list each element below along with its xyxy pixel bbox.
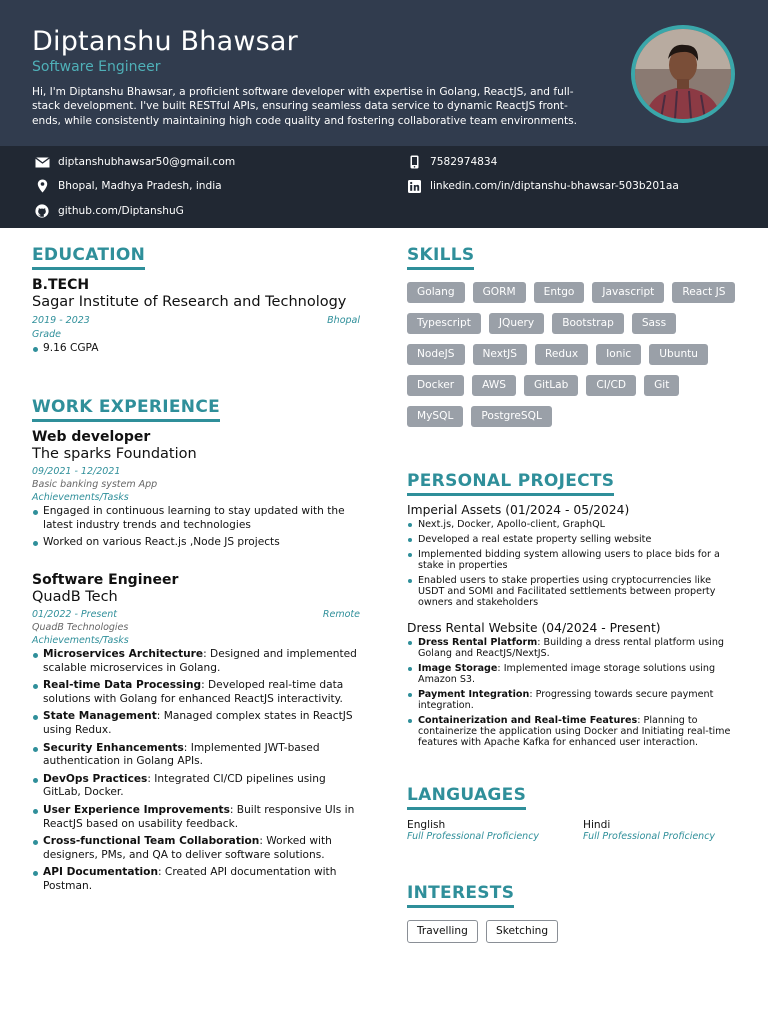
project-bullet-list bbox=[407, 519, 737, 608]
project-bullet: Enabled users to stake properties using cryptocurrencies like USDT and SOMI and Facilitated settlements between property owners and stakeholders bbox=[407, 575, 737, 608]
job-entry bbox=[32, 572, 360, 898]
project-bullet: Payment Integration: Progressing towards secure payment integration. bbox=[407, 689, 737, 711]
profile-photo bbox=[631, 25, 735, 123]
skill-tag: Ionic bbox=[596, 344, 641, 365]
projects-section-title: PERSONAL PROJECTS bbox=[407, 471, 614, 496]
job-task: Cross-functional Team Collaboration: Worked with designers, PMs, and QA to deliver software solutions. bbox=[32, 835, 360, 862]
skill-tag: Javascript bbox=[592, 282, 664, 303]
interest-tag: Travelling bbox=[407, 920, 478, 943]
skill-tag: NextJS bbox=[473, 344, 528, 365]
contact-email[interactable] bbox=[34, 155, 235, 169]
mobile-phone-icon bbox=[406, 155, 422, 169]
contact-email-text: diptanshubhawsar50@gmail.com bbox=[58, 156, 236, 168]
education-grade-list bbox=[32, 342, 360, 356]
project-bullet: Containerization and Real-time Features: Planning to containerize the application using Docker and Initiating real-time features with Apache Kafka for enhanced user interaction. bbox=[407, 715, 737, 748]
envelope-icon bbox=[34, 155, 50, 169]
resume-header bbox=[0, 0, 768, 146]
language-level: Full Professional Proficiency bbox=[583, 831, 716, 842]
profile-summary: Hi, I'm Diptanshu Bhawsar, a proficient software developer with expertise in Golang, ReactJS, and full-stack development. I've built RESTful APIs, ensuring seamless data service to dynamic ReactJS front-ends, while consistently maintaining high code quality and fostering collaborative team environments. bbox=[32, 86, 577, 127]
job-task: DevOps Practices: Integrated CI/CD pipelines using GitLab, Docker. bbox=[32, 773, 360, 800]
skill-tag: Docker bbox=[407, 375, 464, 396]
contact-phone[interactable] bbox=[406, 155, 497, 169]
skill-tag: JQuery bbox=[489, 313, 544, 334]
contact-linkedin[interactable] bbox=[406, 179, 679, 193]
job-task: API Documentation: Created API documentation with Postman. bbox=[32, 866, 360, 893]
candidate-title: Software Engineer bbox=[32, 59, 161, 75]
skill-tag: NodeJS bbox=[407, 344, 465, 365]
skill-tag: Git bbox=[644, 375, 679, 396]
education-section-title: EDUCATION bbox=[32, 245, 145, 270]
job-entry bbox=[32, 429, 360, 554]
interests-section-title: INTERESTS bbox=[407, 883, 514, 908]
interest-tag: Sketching bbox=[486, 920, 558, 943]
contact-github[interactable] bbox=[34, 204, 184, 218]
project-entry bbox=[407, 503, 737, 612]
languages-section-title: LANGUAGES bbox=[407, 785, 526, 810]
contact-phone-text: 7582974834 bbox=[430, 156, 498, 168]
job-task: Real-time Data Processing: Developed real-time data solutions with Golang for enhanced ReactJS interactivity. bbox=[32, 679, 360, 706]
job-task: User Experience Improvements: Built responsive UIs in ReactJS based on usability feedback. bbox=[32, 804, 360, 831]
skill-tag: GitLab bbox=[524, 375, 578, 396]
skill-tag: MySQL bbox=[407, 406, 463, 427]
job-task: Engaged in continuous learning to stay updated with the latest industry trends and technologies bbox=[32, 505, 360, 532]
skills-section-title: SKILLS bbox=[407, 245, 474, 270]
job-tasks-label: Achievements/Tasks bbox=[32, 492, 129, 503]
skill-tag: Golang bbox=[407, 282, 465, 303]
job-task: Microservices Architecture: Designed and implemented scalable microservices in Golang. bbox=[32, 648, 360, 675]
project-bullet: Image Storage: Implemented image storage solutions using Amazon S3. bbox=[407, 663, 737, 685]
education-grade: 9.16 CGPA bbox=[32, 342, 360, 356]
skill-tag: Bootstrap bbox=[552, 313, 624, 334]
skill-tag: Entgo bbox=[534, 282, 585, 303]
map-pin-icon bbox=[34, 179, 50, 193]
project-title: Dress Rental Website (04/2024 - Present) bbox=[407, 621, 661, 635]
project-entry bbox=[407, 621, 737, 752]
job-role: Software Engineer bbox=[32, 572, 179, 588]
skill-tag: Ubuntu bbox=[649, 344, 708, 365]
education-entry bbox=[32, 277, 360, 360]
education-location: Bhopal bbox=[327, 315, 360, 326]
job-company: The sparks Foundation bbox=[32, 446, 197, 462]
skill-tag: AWS bbox=[472, 375, 516, 396]
job-dates: 01/2022 - Present bbox=[32, 609, 117, 620]
contact-location-text: Bhopal, Madhya Pradesh, india bbox=[58, 180, 222, 192]
job-role: Web developer bbox=[32, 429, 151, 445]
work-section-title: WORK EXPERIENCE bbox=[32, 397, 220, 422]
project-bullet: Developed a real estate property selling website bbox=[407, 534, 737, 545]
skill-tag: GORM bbox=[473, 282, 526, 303]
job-task: Worked on various React.js ,Node JS projects bbox=[32, 536, 360, 550]
job-location: Remote bbox=[322, 609, 360, 620]
contact-bar bbox=[0, 146, 768, 228]
contact-location bbox=[34, 179, 222, 193]
skill-tag: Redux bbox=[535, 344, 588, 365]
job-description: Basic banking system App bbox=[32, 479, 158, 490]
skill-tag: PostgreSQL bbox=[471, 406, 552, 427]
project-bullet: Next.js, Docker, Apollo-client, GraphQL bbox=[407, 519, 737, 530]
job-dates: 09/2021 - 12/2021 bbox=[32, 466, 121, 477]
education-dates: 2019 - 2023 bbox=[32, 315, 90, 326]
skill-tag: Typescript bbox=[407, 313, 481, 334]
project-title: Imperial Assets (01/2024 - 05/2024) bbox=[407, 503, 630, 517]
linkedin-icon bbox=[406, 179, 422, 193]
language-name: English bbox=[407, 819, 446, 831]
project-bullet-list bbox=[407, 637, 737, 748]
language-name: Hindi bbox=[583, 819, 611, 831]
language-level: Full Professional Proficiency bbox=[407, 831, 540, 842]
job-task: Security Enhancements: Implemented JWT-based authentication in Golang APIs. bbox=[32, 742, 360, 769]
skills-list bbox=[407, 282, 737, 427]
contact-github-text: github.com/DiptanshuG bbox=[58, 205, 184, 217]
education-school: Sagar Institute of Research and Technology bbox=[32, 294, 347, 310]
job-description: QuadB Technologies bbox=[32, 622, 129, 633]
job-task-list bbox=[32, 648, 360, 894]
contact-linkedin-text: linkedin.com/in/diptanshu-bhawsar-503b201aa bbox=[430, 180, 679, 192]
job-task-list bbox=[32, 505, 360, 550]
skill-tag: React JS bbox=[672, 282, 735, 303]
language-entry bbox=[583, 819, 743, 842]
language-entry bbox=[407, 819, 577, 842]
project-bullet: Implemented bidding system allowing users to place bids for a stake in properties bbox=[407, 549, 737, 571]
candidate-name: Diptanshu Bhawsar bbox=[32, 26, 298, 57]
job-task: State Management: Managed complex states in ReactJS using Redux. bbox=[32, 710, 360, 737]
profile-photo-image bbox=[635, 29, 731, 119]
job-company: QuadB Tech bbox=[32, 589, 118, 605]
project-bullet: Dress Rental Platform: Building a dress rental platform using Golang and ReactJS/NextJS. bbox=[407, 637, 737, 659]
education-grade-label: Grade bbox=[32, 329, 61, 340]
skill-tag: Sass bbox=[632, 313, 676, 334]
github-icon bbox=[34, 204, 50, 218]
skill-tag: CI/CD bbox=[586, 375, 636, 396]
education-degree: B.TECH bbox=[32, 277, 90, 293]
job-tasks-label: Achievements/Tasks bbox=[32, 635, 129, 646]
